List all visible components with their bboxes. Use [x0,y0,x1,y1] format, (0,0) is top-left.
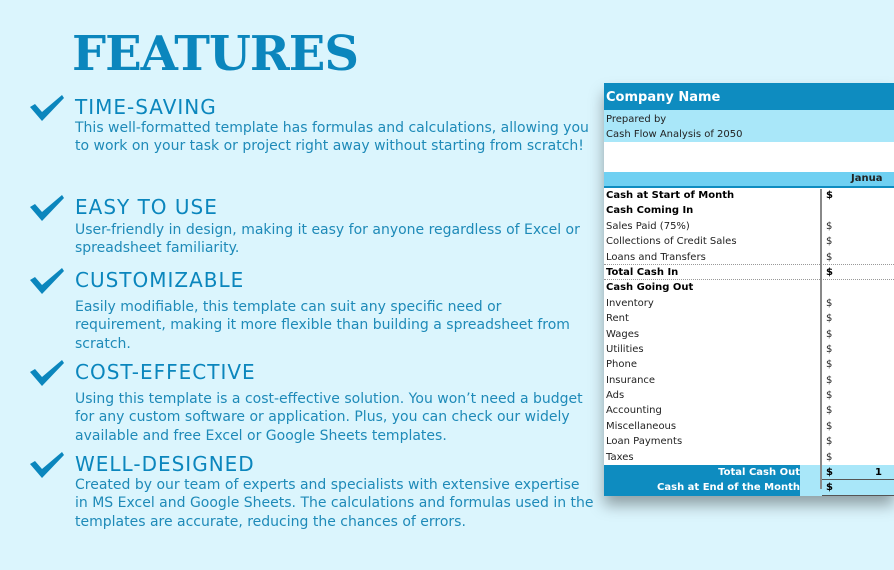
table-row [604,311,894,326]
row-label: Cash Coming In [606,205,694,217]
feature-description: This well-formatted template has formulas and calculations, allowing you to work on your task or project right away without starting from scratch! [75,120,589,155]
month-label: Janua [851,173,883,184]
currency-symbol: $ [826,482,833,494]
row-label: Sales Paid (75%) [606,220,690,232]
table-row [604,234,894,249]
currency-symbol: $ [826,190,833,201]
company-name: Company Name [604,83,894,110]
table-row [604,403,894,418]
table-row [604,219,894,234]
currency-symbol: $ [826,343,833,355]
table-row [604,188,894,203]
feature-heading: CUSTOMIZABLE [75,268,245,292]
row-label: Wages [606,328,640,340]
row-label: Taxes [606,451,634,463]
table-row [604,388,894,403]
row-label: Insurance [606,374,656,386]
sheet-info [604,110,894,142]
currency-symbol: $ [826,220,833,232]
checkmark-icon [28,193,66,223]
row-label: Loan Payments [606,436,683,448]
checkmark-icon [28,450,66,480]
currency-symbol: $ [826,467,833,479]
row-label: Ads [606,390,625,402]
month-header [604,172,894,188]
row-label: Phone [606,359,637,371]
feature-description: Using this template is a cost-effective solution. You won’t need a budget for any custom software or application. Plus, you can check our widely available and free Excel or Google Sheets templates. [75,391,583,444]
table-row [604,250,894,265]
row-label: Cash Going Out [606,282,694,294]
currency-symbol: $ [826,328,833,340]
total-label: Total Cash Out [718,467,800,479]
table-row [604,327,894,342]
row-label: Utilities [606,343,644,355]
feature-heading: TIME-SAVING [75,95,217,119]
spreadsheet-preview [604,83,894,495]
feature-description: User-friendly in design, making it easy for anyone regardless of Excel or spreadsheet familiarity. [75,222,580,257]
row-label: Loans and Transfers [606,251,706,263]
row-label: Accounting [606,405,662,417]
table-row [604,434,894,449]
table-row [604,342,894,357]
currency-symbol: $ [826,420,833,432]
prepared-by: Prepared by [606,114,667,125]
currency-symbol: $ [826,297,833,309]
total-label: Cash at End of the Month [657,482,800,494]
row-label: Inventory [606,297,654,309]
checkmark-icon [28,266,66,296]
table-row [604,450,894,465]
feature-heading: COST-EFFECTIVE [75,360,256,384]
total-row [604,465,894,480]
table-row [604,265,894,280]
currency-symbol: $ [826,266,833,278]
checkmark-icon [28,358,66,388]
column-divider [820,189,822,489]
currency-symbol: $ [826,405,833,417]
currency-symbol: $ [826,236,833,248]
row-label: Rent [606,313,629,325]
table-row [604,419,894,434]
feature-heading: WELL-DESIGNED [75,452,255,476]
page-title: FEATURES [72,26,358,82]
table-row [604,280,894,295]
currency-symbol: $ [826,313,833,325]
checkmark-icon [28,93,66,123]
currency-symbol: $ [826,251,833,263]
sheet-subtitle: Cash Flow Analysis of 2050 [606,129,743,140]
row-label: Miscellaneous [606,420,677,432]
blank-row [604,142,894,172]
currency-symbol: $ [826,390,833,402]
table-row [604,357,894,372]
feature-heading: EASY TO USE [75,195,218,219]
currency-symbol: $ [826,359,833,371]
table-row [604,203,894,218]
currency-symbol: $ [826,451,833,463]
row-label: Collections of Credit Sales [606,236,737,248]
total-row [604,480,894,495]
row-label: Cash at Start of Month [606,190,735,201]
currency-symbol: $ [826,374,833,386]
row-label: Total Cash In [606,266,679,278]
table-row [604,296,894,311]
feature-description: Created by our team of experts and specialists with extensive expertise in MS Excel and Google Sheets. The calculations and formulas used in the templates are accurate, reducing the chances of errors. [75,477,594,530]
feature-description: Easily modifiable, this template can suit any specific need or requirement, making it more flexible than building a spreadsheet from scratch. [75,299,570,352]
table-row [604,373,894,388]
currency-symbol: $ [826,436,833,448]
total-value: 1 [875,467,882,479]
